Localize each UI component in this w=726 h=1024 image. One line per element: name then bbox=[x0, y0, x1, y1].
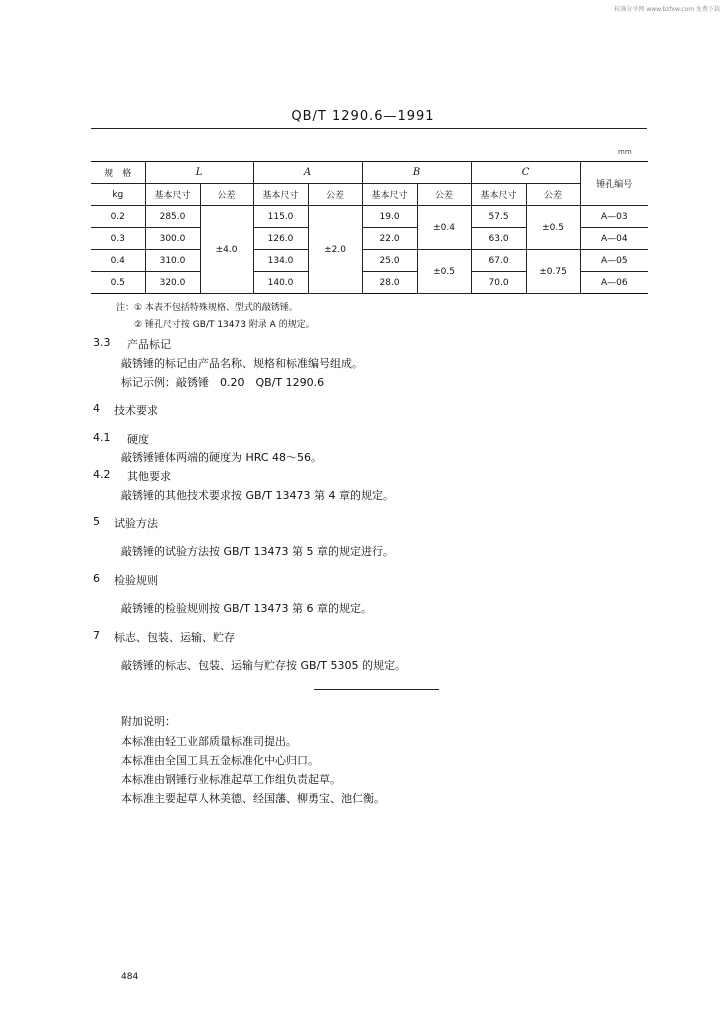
section-number: 4.2 bbox=[93, 468, 111, 481]
table-sub-tol: 公差 bbox=[526, 184, 580, 206]
cell-tol-B1: ±0.4 bbox=[417, 206, 471, 250]
cell-B: 22.0 bbox=[362, 228, 417, 250]
dimension-table bbox=[91, 161, 648, 294]
section-4-2-title: 其他要求 bbox=[127, 470, 171, 483]
table-sub-basic: 基本尺寸 bbox=[253, 184, 308, 206]
section-7-text: 敲锈锤的标志、包装、运输与贮存按 GB/T 5305 的规定。 bbox=[121, 659, 406, 672]
cell-C: 70.0 bbox=[471, 272, 526, 294]
section-7-title: 标志、包装、运输、贮存 bbox=[114, 631, 235, 644]
table-sub-basic: 基本尺寸 bbox=[471, 184, 526, 206]
cell-A: 115.0 bbox=[253, 206, 308, 228]
cell-kg: 0.3 bbox=[91, 228, 145, 250]
section-3-3-text: 敲锈锤的标记由产品名称、规格和标准编号组成。 bbox=[121, 357, 363, 370]
cell-B: 28.0 bbox=[362, 272, 417, 294]
table-row bbox=[91, 206, 648, 228]
cell-C: 63.0 bbox=[471, 228, 526, 250]
cell-A: 126.0 bbox=[253, 228, 308, 250]
section-number: 6 bbox=[93, 572, 100, 585]
section-4-title: 技术要求 bbox=[114, 404, 158, 417]
cell-tol-C1: ±0.5 bbox=[526, 206, 580, 250]
unit-label: mm bbox=[618, 148, 632, 156]
cell-tol-B2: ±0.5 bbox=[417, 250, 471, 294]
cell-kg: 0.5 bbox=[91, 272, 145, 294]
additional-line: 本标准由轻工业部质量标准司提出。 bbox=[121, 735, 297, 748]
cell-L: 320.0 bbox=[145, 272, 200, 294]
section-6-title: 检验规则 bbox=[114, 574, 158, 587]
cell-hole: A—04 bbox=[580, 228, 648, 250]
table-row bbox=[91, 250, 648, 272]
section-number: 7 bbox=[93, 629, 100, 642]
table-head-A: A bbox=[253, 162, 362, 184]
table-sub-basic: 基本尺寸 bbox=[145, 184, 200, 206]
table-sub-basic: 基本尺寸 bbox=[362, 184, 417, 206]
section-4-2-text: 敲锈锤的其他技术要求按 GB/T 13473 第 4 章的规定。 bbox=[121, 489, 394, 502]
cell-tol-L: ±4.0 bbox=[200, 206, 253, 294]
cell-L: 300.0 bbox=[145, 228, 200, 250]
cell-B: 19.0 bbox=[362, 206, 417, 228]
section-5-title: 试验方法 bbox=[114, 517, 158, 530]
cell-A: 134.0 bbox=[253, 250, 308, 272]
cell-hole: A—03 bbox=[580, 206, 648, 228]
section-3-3-title: 产品标记 bbox=[127, 338, 171, 351]
cell-C: 67.0 bbox=[471, 250, 526, 272]
cell-L: 285.0 bbox=[145, 206, 200, 228]
cell-tol-A: ±2.0 bbox=[308, 206, 362, 294]
cell-B: 25.0 bbox=[362, 250, 417, 272]
cell-L: 310.0 bbox=[145, 250, 200, 272]
cell-hole: A—06 bbox=[580, 272, 648, 294]
table-head-spec: 规 格 bbox=[91, 162, 145, 184]
cell-A: 140.0 bbox=[253, 272, 308, 294]
cell-C: 57.5 bbox=[471, 206, 526, 228]
section-4-1-text: 敲锈锤锤体两端的硬度为 HRC 48～56。 bbox=[121, 451, 323, 464]
section-6-text: 敲锈锤的检验规则按 GB/T 13473 第 6 章的规定。 bbox=[121, 602, 372, 615]
section-number: 4.1 bbox=[93, 431, 111, 444]
table-head-B: B bbox=[362, 162, 471, 184]
additional-title: 附加说明： bbox=[121, 715, 176, 728]
section-3-3-example: 标记示例：敲锈锤 0.20 QB/T 1290.6 bbox=[121, 376, 325, 389]
section-number: 4 bbox=[93, 402, 100, 415]
additional-line: 本标准主要起草人林美德、经国藩、柳勇宝、池仁衡。 bbox=[121, 792, 385, 805]
cell-hole: A—05 bbox=[580, 250, 648, 272]
section-number: 3.3 bbox=[93, 336, 111, 349]
watermark: 标准分享网 www.bzfxw.com 免费下载 bbox=[614, 6, 720, 13]
table-head-L: L bbox=[145, 162, 253, 184]
additional-line: 本标准由全国工具五金标准化中心归口。 bbox=[121, 754, 319, 767]
cell-tol-C2: ±0.75 bbox=[526, 250, 580, 294]
table-head-kg: kg bbox=[91, 184, 145, 206]
end-rule bbox=[314, 689, 439, 690]
standard-header: QB/T 1290.6—1991 bbox=[291, 109, 435, 124]
table-head-C: C bbox=[471, 162, 580, 184]
cell-kg: 0.4 bbox=[91, 250, 145, 272]
table-sub-tol: 公差 bbox=[417, 184, 471, 206]
table-head-hole: 锤孔编号 bbox=[580, 162, 648, 206]
header-rule bbox=[91, 128, 647, 129]
section-number: 5 bbox=[93, 515, 100, 528]
cell-kg: 0.2 bbox=[91, 206, 145, 228]
section-5-text: 敲锈锤的试验方法按 GB/T 13473 第 5 章的规定进行。 bbox=[121, 545, 394, 558]
table-note-1: 注：① 本表不包括特殊规格、型式的敲锈锤。 bbox=[116, 303, 298, 313]
table-sub-tol: 公差 bbox=[308, 184, 362, 206]
table-note-2: ② 锤孔尺寸按 GB/T 13473 附录 A 的规定。 bbox=[134, 320, 315, 330]
page-number: 484 bbox=[121, 972, 139, 982]
table-sub-tol: 公差 bbox=[200, 184, 253, 206]
additional-line: 本标准由钢锤行业标准起草工作组负责起草。 bbox=[121, 773, 341, 786]
section-4-1-title: 硬度 bbox=[127, 433, 149, 446]
